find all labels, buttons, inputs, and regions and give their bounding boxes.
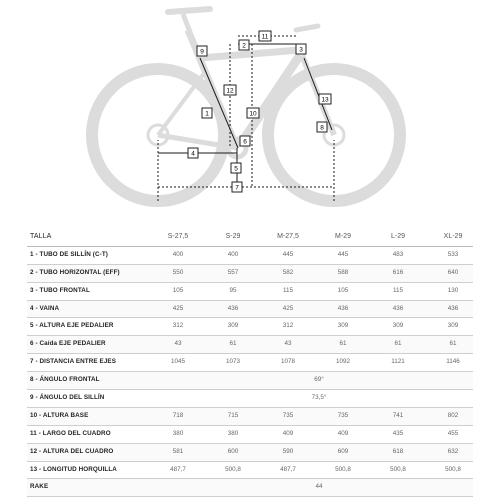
- callout-9-text: 9: [200, 48, 204, 56]
- table-cell: 1078: [280, 358, 295, 366]
- table-row: [27, 462, 473, 480]
- callout-6: [240, 136, 250, 146]
- table-cell: 1121: [391, 358, 405, 366]
- size-header: M-27,5: [277, 233, 299, 240]
- merged-cell: 69°: [314, 376, 324, 384]
- table-cell: 105: [172, 286, 184, 294]
- table-cell: 43: [174, 340, 182, 348]
- table-row: [27, 336, 473, 354]
- callout-4-text: 4: [191, 150, 195, 158]
- table-cell: 632: [447, 447, 459, 455]
- top-tube: [200, 50, 300, 58]
- table-cell: 802: [447, 411, 459, 419]
- table-cell: 43: [284, 340, 292, 348]
- table-cell: 309: [447, 322, 459, 330]
- table-cell: 425: [282, 304, 294, 312]
- row-label: 7 - DISTANCIA ENTRE EJES: [30, 358, 117, 366]
- row-label: 3 - TUBO FRONTAL: [30, 286, 90, 294]
- table-cell: 715: [227, 411, 239, 419]
- table-cell: 582: [282, 268, 294, 276]
- table-cell: 312: [282, 322, 294, 330]
- table-cell: 640: [447, 268, 459, 276]
- table-row: [27, 247, 473, 265]
- table-cell: 487,7: [280, 465, 296, 473]
- table-cell: 618: [392, 447, 404, 455]
- table-cell: 445: [282, 250, 294, 258]
- table-cell: 581: [172, 447, 184, 455]
- bike-silhouette: [92, 9, 400, 201]
- table-cell: 95: [229, 286, 237, 294]
- table-row: [27, 301, 473, 319]
- table-cell: 115: [282, 286, 294, 294]
- callout-1-text: 1: [205, 110, 209, 118]
- table-cell: 130: [447, 286, 459, 294]
- saddle: [168, 9, 210, 12]
- table-cell: 550: [172, 268, 184, 276]
- table-cell: 741: [392, 411, 404, 419]
- merged-cell: 44: [315, 483, 323, 491]
- table-cell: 590: [282, 447, 294, 455]
- table-row: [27, 444, 473, 462]
- bike-geometry-svg: [0, 0, 500, 222]
- row-label: 2 - TUBO HORIZONTAL (EFF): [30, 268, 120, 276]
- measurement-lines: [158, 33, 334, 201]
- row-label: 5 - ALTURA EJE PEDALIER: [30, 322, 114, 330]
- table-cell: 400: [172, 250, 184, 258]
- callout-10: [247, 108, 259, 118]
- table-cell: 400: [227, 250, 239, 258]
- row-label: 8 - ÁNGULO FRONTAL: [30, 376, 100, 384]
- size-header: S-27,5: [167, 233, 189, 240]
- callout-7: [232, 182, 242, 192]
- callout-9: [197, 46, 207, 56]
- table-cell: 105: [337, 286, 349, 294]
- callout-11-text: 11: [261, 33, 269, 41]
- table-cell: 436: [227, 304, 239, 312]
- table-cell: 609: [337, 447, 349, 455]
- table-cell: 718: [172, 411, 184, 419]
- merged-cell: 73,5°: [311, 394, 327, 402]
- table-cell: 455: [447, 429, 459, 437]
- callout-12-text: 12: [226, 87, 234, 95]
- size-header: XL-29: [443, 233, 463, 240]
- table-row: [27, 265, 473, 283]
- table-cell: 1092: [335, 358, 350, 366]
- table-cell: 309: [337, 322, 349, 330]
- table-cell: 500,8: [335, 465, 351, 473]
- table-cell: 500,8: [445, 465, 461, 473]
- callout-1: [202, 108, 212, 118]
- table-row: [27, 283, 473, 301]
- table-cell: 735: [282, 411, 294, 419]
- row-label: 1 - TUBO DE SILLÍN (C-T): [30, 250, 108, 258]
- row-label: 13 - LONGITUD HORQUILLA: [30, 465, 117, 473]
- row-label: 6 - Caída EJE PEDALIER: [30, 340, 106, 348]
- table-cell: 61: [449, 340, 457, 348]
- table-cell: 588: [337, 268, 349, 276]
- table-row: [27, 354, 473, 372]
- table-cell: 487,7: [170, 465, 186, 473]
- callout-3-text: 3: [299, 46, 303, 54]
- table-cell: 483: [392, 250, 404, 258]
- table-cell: 115: [392, 286, 404, 294]
- callout-4: [188, 148, 198, 158]
- table-cell: 425: [172, 304, 184, 312]
- callout-8-text: 8: [320, 124, 324, 132]
- callout-8: [317, 122, 327, 132]
- table-row: [27, 318, 473, 336]
- table-row: [27, 426, 473, 444]
- table-cell: 436: [337, 304, 349, 312]
- table-cell: 61: [339, 340, 347, 348]
- table-cell: 557: [227, 268, 239, 276]
- callout-13: [319, 94, 331, 104]
- table-cell: 500,8: [225, 465, 241, 473]
- handlebar: [296, 26, 318, 30]
- row-label: 12 - ALTURA DEL CUADRO: [30, 447, 114, 455]
- table-cell: 409: [282, 429, 294, 437]
- table-cell: 435: [392, 429, 404, 437]
- callout-13-text: 13: [321, 96, 329, 104]
- callout-2-text: 2: [242, 42, 246, 50]
- row-label: 9 - ÁNGULO DEL SILLÍN: [30, 394, 105, 402]
- table-cell: 533: [447, 250, 459, 258]
- table-cell: 436: [392, 304, 404, 312]
- table-cell: 409: [337, 429, 349, 437]
- callout-10-text: 10: [249, 110, 257, 118]
- callout-5: [231, 163, 241, 173]
- table-cell: 61: [229, 340, 237, 348]
- seat-stay: [158, 72, 205, 135]
- callout-6-text: 6: [243, 138, 247, 146]
- table-row: [27, 408, 473, 426]
- table-cell: 616: [392, 268, 404, 276]
- table-cell: 309: [392, 322, 404, 330]
- callout-3: [296, 44, 306, 54]
- row-label: 10 - ALTURA BASE: [30, 411, 89, 419]
- table-cell: 1045: [170, 358, 185, 366]
- table-header-row: [27, 229, 473, 247]
- table-row: [27, 372, 473, 390]
- callout-11: [259, 31, 271, 41]
- size-header: M-29: [335, 233, 351, 240]
- table-cell: 312: [172, 322, 184, 330]
- table-cell: 61: [394, 340, 402, 348]
- callout-5-text: 5: [234, 165, 238, 173]
- callout-12: [224, 85, 236, 95]
- table-cell: 445: [337, 250, 349, 258]
- row-label: 11 - LARGO DEL CUADRO: [30, 429, 111, 437]
- row-label: 4 - VAINA: [30, 304, 60, 312]
- table-cell: 1073: [225, 358, 240, 366]
- size-header: S-29: [225, 233, 241, 240]
- table-row: [27, 479, 473, 497]
- callout-7-text: 7: [235, 184, 239, 192]
- table-cell: 309: [227, 322, 239, 330]
- table-cell: 600: [227, 447, 239, 455]
- bike-geometry-diagram: [0, 0, 500, 222]
- row-label: RAKE: [30, 483, 49, 491]
- table-cell: 380: [172, 429, 184, 437]
- table-cell: 500,8: [390, 465, 406, 473]
- seat-post: [183, 14, 190, 32]
- size-header: L-29: [390, 233, 405, 240]
- table-cell: 1146: [446, 358, 460, 366]
- table-cell: 380: [227, 429, 239, 437]
- callout-2: [239, 40, 249, 50]
- table-row: [27, 390, 473, 408]
- table-cell: 735: [337, 411, 349, 419]
- talla-header: TALLA: [30, 233, 52, 240]
- geometry-table: [27, 229, 473, 497]
- table-cell: 436: [447, 304, 459, 312]
